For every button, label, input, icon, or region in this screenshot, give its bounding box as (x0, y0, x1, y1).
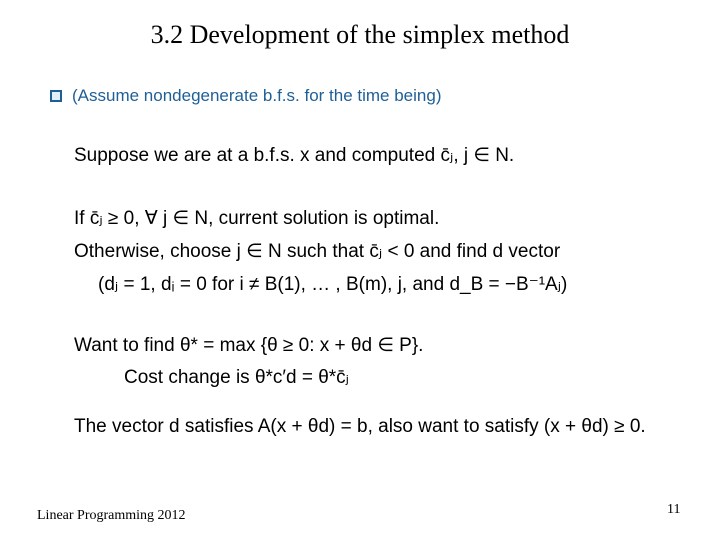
text-line-6: Cost change is θ*c′d = θ*c̄ⱼ (124, 367, 349, 388)
checkbox-bullet-icon (50, 90, 62, 102)
note-bullet (50, 86, 441, 106)
text-line-1: Suppose we are at a b.f.s. x and computed c̄ⱼ, j ∈ N. (74, 145, 515, 166)
page-number: 11 (667, 502, 681, 517)
text-line-7: The vector d satisfies A(x + θd) = b, also want to satisfy (x + θd) ≥ 0. (74, 416, 646, 437)
text-line-5: Want to find θ* = max {θ ≥ 0: x + θd ∈ P}. (74, 335, 424, 356)
text-line-3: Otherwise, choose j ∈ N such that c̄ⱼ < 0 and find d vector (74, 241, 561, 262)
text-line-4: (dⱼ = 1, dᵢ = 0 for i ≠ B(1), … , B(m), j, and d_B = −B⁻¹Aⱼ) (98, 274, 568, 295)
footer-course: Linear Programming 2012 (37, 508, 186, 523)
bullet-text: (Assume nondegenerate b.f.s. for the time being) (72, 86, 442, 105)
text-line-2: If c̄ⱼ ≥ 0, ∀ j ∈ N, current solution is optimal. (74, 208, 440, 229)
slide-title: 3.2 Development of the simplex method (150, 20, 570, 49)
